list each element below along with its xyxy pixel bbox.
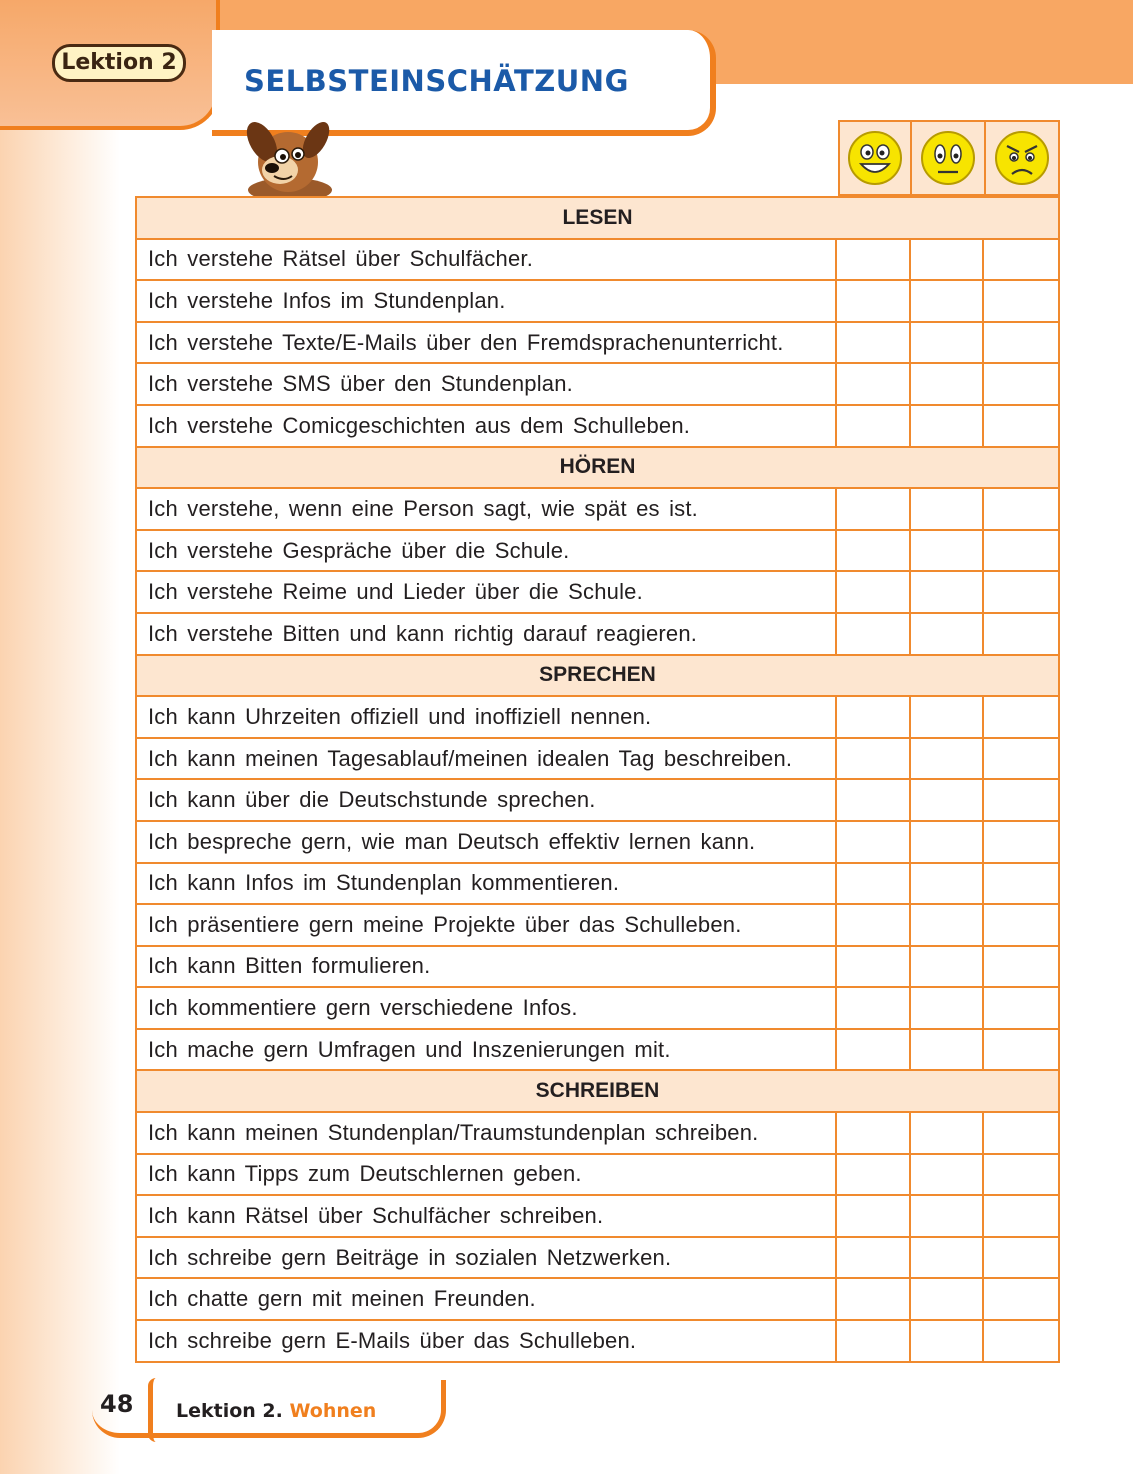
statement-text: Ich schreibe gern Beiträge in sozialen Netzwerken. <box>137 1238 837 1278</box>
statement-text: Ich kann meinen Stundenplan/Traumstundenplan schreiben. <box>137 1113 837 1153</box>
rating-cell-neutral[interactable] <box>911 531 985 571</box>
rating-cell-neutral[interactable] <box>911 489 985 529</box>
rating-cell-unhappy[interactable] <box>984 489 1058 529</box>
statement-text: Ich kann meinen Tagesablauf/meinen idealen Tag beschreiben. <box>137 739 837 779</box>
rating-cell-happy[interactable] <box>837 281 911 321</box>
statement-text: Ich verstehe, wenn eine Person sagt, wie spät es ist. <box>137 489 837 529</box>
table-row <box>137 614 1058 656</box>
rating-cell-happy[interactable] <box>837 864 911 904</box>
table-row <box>137 822 1058 864</box>
table-row <box>137 905 1058 947</box>
rating-cell-happy[interactable] <box>837 1155 911 1195</box>
rating-cell-unhappy[interactable] <box>984 323 1058 363</box>
table-row <box>137 988 1058 1030</box>
table-row <box>137 281 1058 323</box>
table-row <box>137 1321 1058 1363</box>
statement-text: Ich bespreche gern, wie man Deutsch effektiv lernen kann. <box>137 822 837 862</box>
rating-cell-neutral[interactable] <box>911 1238 985 1278</box>
table-row <box>137 697 1058 739</box>
rating-cell-happy[interactable] <box>837 489 911 529</box>
table-row <box>137 1155 1058 1197</box>
rating-cell-neutral[interactable] <box>911 323 985 363</box>
rating-cell-unhappy[interactable] <box>984 988 1058 1028</box>
table-row <box>137 1030 1058 1072</box>
rating-cell-neutral[interactable] <box>911 1030 985 1070</box>
section-heading: HÖREN <box>137 448 1058 490</box>
rating-cell-neutral[interactable] <box>911 572 985 612</box>
table-row <box>137 364 1058 406</box>
rating-cell-unhappy[interactable] <box>984 1030 1058 1070</box>
table-row <box>137 1196 1058 1238</box>
rating-cell-happy[interactable] <box>837 739 911 779</box>
section-heading: SCHREIBEN <box>137 1071 1058 1113</box>
rating-header-unhappy <box>984 120 1060 196</box>
table-row <box>137 780 1058 822</box>
table-row <box>137 323 1058 365</box>
statement-text: Ich kommentiere gern verschiedene Infos. <box>137 988 837 1028</box>
statement-text: Ich präsentiere gern meine Projekte über das Schulleben. <box>137 905 837 945</box>
rating-cell-neutral[interactable] <box>911 1279 985 1319</box>
statement-text: Ich verstehe Reime und Lieder über die Schule. <box>137 572 837 612</box>
rating-cell-neutral[interactable] <box>911 947 985 987</box>
rating-cell-unhappy[interactable] <box>984 1321 1058 1361</box>
rating-cell-neutral[interactable] <box>911 364 985 404</box>
self-assessment-table <box>135 196 1060 1363</box>
rating-cell-happy[interactable] <box>837 1196 911 1236</box>
statement-text: Ich verstehe Texte/E-Mails über den Fremdsprachenunterricht. <box>137 323 837 363</box>
rating-cell-neutral[interactable] <box>911 1321 985 1361</box>
table-row <box>137 489 1058 531</box>
rating-cell-unhappy[interactable] <box>984 947 1058 987</box>
rating-cell-unhappy[interactable] <box>984 1113 1058 1153</box>
statement-text: Ich verstehe Gespräche über die Schule. <box>137 531 837 571</box>
rating-cell-happy[interactable] <box>837 988 911 1028</box>
rating-cell-neutral[interactable] <box>911 1155 985 1195</box>
rating-cell-neutral[interactable] <box>911 864 985 904</box>
table-row <box>137 739 1058 781</box>
statement-text: Ich mache gern Umfragen und Inszenierungen mit. <box>137 1030 837 1070</box>
rating-cell-happy[interactable] <box>837 1030 911 1070</box>
rating-cell-happy[interactable] <box>837 323 911 363</box>
dog-mascot-icon <box>238 112 338 202</box>
statement-text: Ich verstehe SMS über den Stundenplan. <box>137 364 837 404</box>
rating-cell-unhappy[interactable] <box>984 1279 1058 1319</box>
statement-text: Ich kann über die Deutschstunde sprechen. <box>137 780 837 820</box>
rating-cell-unhappy[interactable] <box>984 240 1058 280</box>
rating-cell-unhappy[interactable] <box>984 905 1058 945</box>
table-row <box>137 240 1058 282</box>
table-row <box>137 1113 1058 1155</box>
rating-cell-unhappy[interactable] <box>984 281 1058 321</box>
lesson-badge: Lektion 2 <box>52 44 186 82</box>
unhappy-smiley-icon <box>992 128 1052 188</box>
rating-cell-unhappy[interactable] <box>984 1238 1058 1278</box>
footer-lesson-label <box>176 1400 376 1422</box>
statement-text: Ich chatte gern mit meinen Freunden. <box>137 1279 837 1319</box>
rating-cell-neutral[interactable] <box>911 1113 985 1153</box>
statement-text: Ich verstehe Rätsel über Schulfächer. <box>137 240 837 280</box>
statement-text: Ich verstehe Comicgeschichten aus dem Schulleben. <box>137 406 837 446</box>
rating-cell-happy[interactable] <box>837 572 911 612</box>
rating-cell-happy[interactable] <box>837 947 911 987</box>
rating-cell-happy[interactable] <box>837 406 911 446</box>
table-row <box>137 864 1058 906</box>
rating-cell-unhappy[interactable] <box>984 531 1058 571</box>
rating-cell-unhappy[interactable] <box>984 780 1058 820</box>
table-row <box>137 947 1058 989</box>
rating-cell-neutral[interactable] <box>911 1196 985 1236</box>
table-row <box>137 572 1058 614</box>
rating-cell-neutral[interactable] <box>911 780 985 820</box>
rating-header-neutral <box>910 120 986 196</box>
statement-text: Ich kann Rätsel über Schulfächer schreiben. <box>137 1196 837 1236</box>
rating-cell-happy[interactable] <box>837 905 911 945</box>
statement-text: Ich verstehe Bitten und kann richtig darauf reagieren. <box>137 614 837 654</box>
page-edge-shading <box>0 0 120 1474</box>
statement-text: Ich kann Infos im Stundenplan kommentieren. <box>137 864 837 904</box>
rating-cell-neutral[interactable] <box>911 697 985 737</box>
section-heading: LESEN <box>137 198 1058 240</box>
statement-text: Ich verstehe Infos im Stundenplan. <box>137 281 837 321</box>
rating-cell-neutral[interactable] <box>911 822 985 862</box>
rating-cell-unhappy[interactable] <box>984 739 1058 779</box>
rating-cell-happy[interactable] <box>837 1279 911 1319</box>
rating-cell-happy[interactable] <box>837 1321 911 1361</box>
rating-header-happy <box>838 120 912 196</box>
page-number: 48 <box>100 1390 134 1418</box>
rating-cell-neutral[interactable] <box>911 988 985 1028</box>
rating-cell-happy[interactable] <box>837 531 911 571</box>
footer-divider <box>148 1378 156 1442</box>
rating-cell-unhappy[interactable] <box>984 406 1058 446</box>
statement-text: Ich kann Uhrzeiten offiziell und inoffiziell nennen. <box>137 697 837 737</box>
rating-cell-neutral[interactable] <box>911 905 985 945</box>
statement-text: Ich schreibe gern E-Mails über das Schulleben. <box>137 1321 837 1361</box>
table-row <box>137 1238 1058 1280</box>
rating-cell-unhappy[interactable] <box>984 822 1058 862</box>
section-heading: SPRECHEN <box>137 656 1058 698</box>
statement-text: Ich kann Tipps zum Deutschlernen geben. <box>137 1155 837 1195</box>
rating-cell-unhappy[interactable] <box>984 697 1058 737</box>
rating-cell-unhappy[interactable] <box>984 364 1058 404</box>
rating-cell-happy[interactable] <box>837 822 911 862</box>
rating-cell-happy[interactable] <box>837 1113 911 1153</box>
rating-cell-happy[interactable] <box>837 697 911 737</box>
rating-cell-happy[interactable] <box>837 614 911 654</box>
table-row <box>137 1279 1058 1321</box>
happy-smiley-icon <box>845 128 905 188</box>
table-row <box>137 531 1058 573</box>
footer-topic: Wohnen <box>289 1400 377 1422</box>
rating-cell-unhappy[interactable] <box>984 864 1058 904</box>
rating-cell-happy[interactable] <box>837 240 911 280</box>
rating-cell-unhappy[interactable] <box>984 1196 1058 1236</box>
statement-text: Ich kann Bitten formulieren. <box>137 947 837 987</box>
rating-cell-happy[interactable] <box>837 364 911 404</box>
rating-cell-neutral[interactable] <box>911 240 985 280</box>
rating-cell-happy[interactable] <box>837 1238 911 1278</box>
rating-cell-unhappy[interactable] <box>984 1155 1058 1195</box>
rating-cell-unhappy[interactable] <box>984 614 1058 654</box>
rating-cell-unhappy[interactable] <box>984 572 1058 612</box>
rating-cell-neutral[interactable] <box>911 739 985 779</box>
rating-cell-neutral[interactable] <box>911 406 985 446</box>
rating-cell-neutral[interactable] <box>911 281 985 321</box>
rating-cell-happy[interactable] <box>837 780 911 820</box>
table-row <box>137 406 1058 448</box>
page-title: SELBSTEINSCHÄTZUNG <box>244 64 629 98</box>
footer-lesson: Lektion 2. <box>176 1400 283 1422</box>
neutral-smiley-icon <box>918 128 978 188</box>
rating-cell-neutral[interactable] <box>911 614 985 654</box>
